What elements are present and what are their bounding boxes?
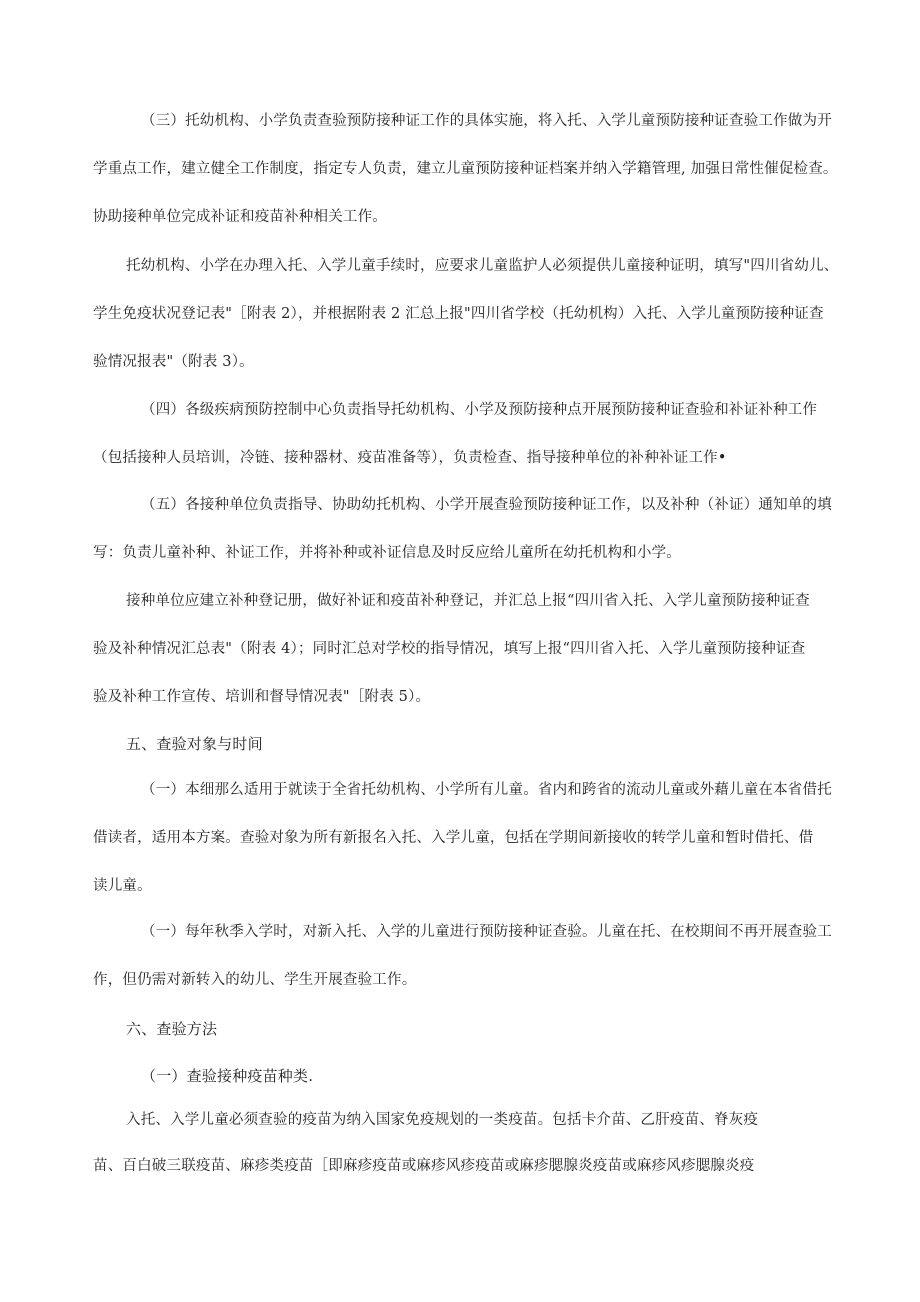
body-text-line: 入托、入学儿童必须查验的疫苗为纳入国家免疫规划的一类疫苗。包括卡介苗、乙肝疫苗、脊灰疫 <box>126 1112 759 1128</box>
body-text-line: 读儿童。 <box>93 878 152 894</box>
body-text-line: 学生免疫状况登记表"［附表 2），并根据附表 2 汇总上报"四川省学校（托幼机构）入托、入学儿童预防接种证查 <box>93 306 824 322</box>
body-text-line: （一）每年秋季入学时，对新入托、入学的儿童进行预防接种证查验。儿童在托、在校期间不再开展查验工 <box>141 924 832 940</box>
body-text-line: 验及补种工作宣传、培训和督导情况表"［附表 5）。 <box>93 689 431 705</box>
body-text-line: 写：负责儿童补种、补证工作，并将补种或补证信息及时反应给儿童所在幼托机构和小学。 <box>93 545 681 561</box>
body-text-line: 托幼机构、小学在办理入托、入学儿童手续时，应要求儿童监护人必须提供儿童接种证明，填写"四川省幼儿、 <box>126 258 839 274</box>
body-text-line: 作，但仍需对新转入的幼儿、学生开展查验工作。 <box>93 972 417 988</box>
body-text-line: 验及补种情况汇总表"（附表 4）；同时汇总对学校的指导情况，填写上报“四川省入托、入学儿童预防接种证查 <box>93 641 806 657</box>
section-heading: 六、查验方法 <box>126 1020 218 1038</box>
body-text-line: 借读者，适用本方案。查验对象为所有新报名入托、入学儿童，包括在学期间新接收的转学儿童和暂时借托、借 <box>93 830 814 846</box>
body-text-line: （五）各接种单位负责指导、协助幼托机构、小学开展查验预防接种证工作，以及补种（补证）通知单的填 <box>141 497 832 513</box>
subsection-heading: （一）查验接种疫苗种类. <box>141 1067 314 1085</box>
section-heading: 五、查验对象与时间 <box>126 735 263 753</box>
body-text-line: （一）本细那么适用于就读于全省托幼机构、小学所有儿童。省内和跨省的流动儿童或外藉儿童在本省借托 <box>141 782 832 798</box>
body-text-line: （四）各级疾病预防控制中心负责指导托幼机构、小学及预防接种点开展预防接种证查验和补证补种工作 <box>141 402 818 418</box>
body-text-line: （包括接种人员培训，冷链、接种器材、疫苗准备等），负责检查、指导接种单位的补种补证工作• <box>93 450 727 466</box>
body-text-line: 学重点工作，建立健全工作制度，指定专人负责，建立儿童预防接种证档案并纳入学籍管理, 加强日常性催促检查。 <box>93 161 838 177</box>
body-text-line: 接种单位应建立补种登记册，做好补证和疫苗补种登记，并汇总上报“四川省入托、入学儿童预防接种证查 <box>126 593 810 609</box>
body-text-line: 苗、百白破三联疫苗、麻疹类疫苗［即麻疹疫苗或麻疹风疹疫苗或麻疹腮腺炎疫苗或麻疹风疹腮腺炎疫 <box>93 1158 755 1174</box>
body-text-line: 验情况报表"（附表 3）。 <box>93 354 254 370</box>
body-text-line: （三）托幼机构、小学负责查验预防接种证工作的具体实施，将入托、入学儿童预防接种证查验工作做为开 <box>141 113 832 129</box>
body-text-line: 协助接种单位完成补证和疫苗补种相关工作。 <box>93 209 387 225</box>
